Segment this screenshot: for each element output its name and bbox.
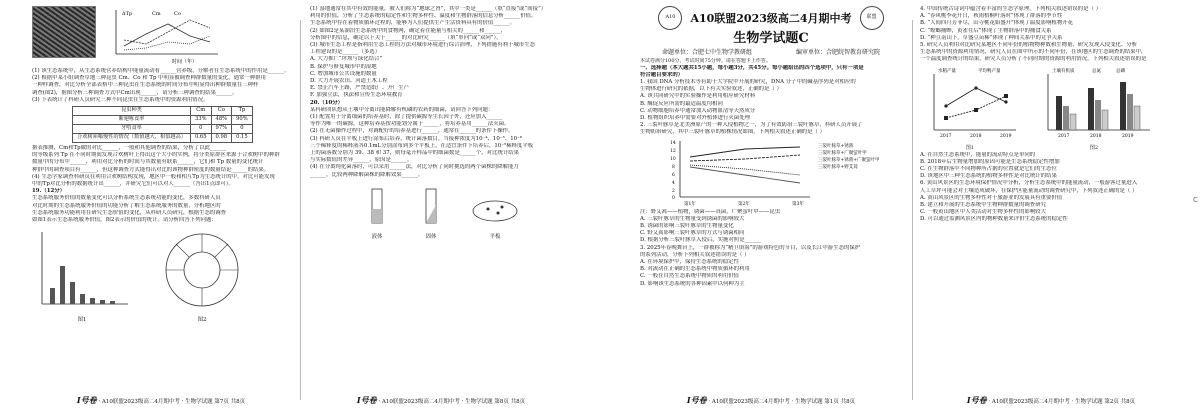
- y-tick: 0: [672, 195, 675, 201]
- question-line: (3) 下表统计了科研人员研究三种不同昆虫在生态系统中的资源利用情况。: [32, 96, 209, 103]
- table-header: Tp: [232, 107, 253, 116]
- question-line: 如图1表示生态系统服务价值，图2表示的价值的统计。请分析回答下列问题：: [32, 217, 217, 224]
- x-tick: 2019: [1000, 133, 1012, 139]
- table-header: 昆虫种类: [73, 107, 191, 116]
- question-line: 等作为唯一的碳源，这种培养基按功能划分属于______，将培养基用______法灭菌。: [310, 121, 510, 128]
- option-line: A. 黄山风景区的生物多样性对于旅游业的发展具有重要价值: [920, 194, 1063, 201]
- y-tick: 8: [672, 164, 675, 170]
- figure-2-caption: 图2: [197, 317, 207, 324]
- question-line: (1) 配置用于分离细菌的培养基时，除了提供碳源等生长因子外，还应加入______: [310, 114, 503, 121]
- y-tick: 14: [670, 140, 676, 146]
- x-tick: 2018: [970, 133, 982, 139]
- page-8: [310, 6, 572, 404]
- option-line: A. 在自然生态系统中，能量的流动特点是单向的: [920, 151, 1036, 158]
- question-line: 人工草坪可能会对土壤造成破坏，在保护区能量流动的调查研究中，下列叙述正确的是（ ）: [920, 187, 1138, 194]
- x-tick: 2019: [1122, 133, 1134, 139]
- x-tick: 第2年: [738, 201, 750, 207]
- question-line: 生态系统中存在着物质循环过程的，能够为人们提供生产生活资料具有的价值______。: [310, 20, 515, 27]
- question-line: 利用的价值，分析了生态系统的稳定性和生物多样性、温度和生物群落的信息分析______价值。: [310, 13, 537, 20]
- slant-tube-icon: [416, 187, 446, 231]
- analysis-line: 数量中的分布中______，利用对比分析的时间与其数量有联系______，它们和 Tp 数量的变化统计: [32, 159, 264, 166]
- table-cell: 紫翅啄食率: [73, 116, 191, 125]
- tube-label: 固体: [425, 234, 437, 241]
- question-line: 中的Tp对比分析的数据统计出______，并研究它们可以对人______（答出1点即可）。: [32, 181, 234, 188]
- seal-text-left: A10: [665, 14, 676, 21]
- legend-item: 三裂叶豚草+锈菌+广聚萤叶甲: [818, 157, 880, 163]
- y-tick: 12: [670, 148, 676, 154]
- question-line: (4) 在分离纯化菌落时，可以采用______法，对比分析了同时挑选的两个菌株的降解能力: [310, 164, 519, 171]
- table-cell: 97%: [211, 125, 232, 134]
- analysis-line: 种群中的调查项目有______，但这种调查方式能得出对比的该物种群密度的数量结论______的结果。: [32, 166, 270, 173]
- right-sheet: [600, 0, 1200, 413]
- option-line: A. 三裂叶豚草的生物量受到锈菌的影响较大: [640, 215, 745, 222]
- legend-cm: Cm: [152, 11, 161, 17]
- table-cell: 0.15: [232, 134, 253, 143]
- question-line: (1) 湿地通常在其中有效的能量，被人们称为“地球之肾”，其中一类是______（填“直接”或“间接”）: [310, 6, 547, 12]
- footer-text: · A10联盟2023级高二4月期中考 · 生物学试题 第2页 共8页: [988, 399, 1136, 404]
- question-line: 生态系统服务功能利用在研究生态价值的变化，从科研人员研究，根据生态的调查: [32, 209, 227, 216]
- x-tick: 2017: [1058, 133, 1070, 139]
- figure-row: [32, 6, 290, 68]
- notice-line: 本试卷满分100分，考试时间75分钟。请在答题卡上作答。: [640, 58, 771, 64]
- side-marker: C: [1193, 196, 1198, 204]
- brand-logo: Ⅰ号卷: [76, 395, 97, 404]
- option-line: C. 增加城市公共设施的数量: [310, 70, 377, 77]
- option-line: C. 在生物群落中不同物种所占据的位置就是它们的生态位: [920, 166, 1057, 173]
- option-line: B. 2018年后生物量增加的原因可能是生态系统稳定性增加: [920, 158, 1060, 165]
- option-line: E. 禁止汽车上路，严禁造纸厂、开厂生产: [310, 85, 410, 92]
- line-figure: [102, 6, 222, 66]
- tube-item: [362, 187, 392, 241]
- question-line: 3. 2025年春晚舞台上，一群被称为“精卫填海”的游戏特色的节目，以及长江中游生态的保护: [640, 244, 861, 251]
- culture-figure: [310, 187, 572, 241]
- footer-text: · A10联盟2023级高二4月期中考 · 生物学试题 第7页 共8页: [98, 399, 246, 404]
- y-tick: 2: [672, 188, 675, 194]
- question-line: 分析图中的信息，确定以下关于______的对比研究______（填“单向”或“双向”）。: [310, 34, 502, 41]
- unit-left: 命题单位：合肥七中生物学教研组: [661, 49, 752, 56]
- question-line: (2) 如图2是某湖泊生态系统中的食物网，确定着在能量与相关的______和______，: [310, 27, 507, 34]
- x-tick: 第3年: [792, 201, 804, 207]
- option-line: C. 一般在自然生态系统中物质的利用价值: [640, 273, 740, 280]
- units-row: [640, 48, 902, 58]
- analysis-line: 据表推测，Cm和Tp做的对比______，一般和其他调查的结果，分析了以此______: [32, 145, 227, 152]
- question-19-title: 19.（12分）: [32, 188, 66, 195]
- question-line: 三个稀释度的稀释液各0.1mL分别涂布到多个平板上，在适宜条件下培养后，10⁻⁵稀释度平板: [310, 142, 534, 149]
- question-line: (3) 科研人员在平板上进行涂布后培养，统计菌落数目，当接种浓度为10⁻⁴、10⁻⁵、10⁻⁶: [310, 135, 523, 142]
- league-seal: [658, 6, 682, 30]
- option-line: B. 建立和开展的生态系统中生物种群数量的调查研究: [920, 202, 1046, 209]
- section-title: 一、选择题（本大题共15小题，每小题3分，共45分。每小题给出的四个选项中，只有一项是: [640, 64, 864, 71]
- option-line: B. 锈菌的影响三裂叶豚草的生物量变化: [640, 223, 734, 230]
- option-line: D. 影响该生态系统的各种因素中以何种为主: [640, 280, 745, 287]
- option-line: A. 大力推广“坪坝与绿化结合”: [310, 56, 383, 63]
- analysis-line: 的等级系列 Tp 在不同时期间发现合欢树叶上得出这个大小的实例，将分类原群区来源于合欢树中的种群: [32, 152, 280, 159]
- page-footer: [32, 396, 290, 404]
- question-line: 5. 研究人员利用对比研究某地区不同年份的植物物种数和生物量，研究发现入侵变化、分析: [920, 42, 1138, 49]
- question-line: 4. 中国传统古诗词中蕴含着丰富的生态学原理，下列相关叙述错误的是（ ）: [920, 6, 1102, 12]
- legend-item: 三裂叶豚草+野艾蒿: [818, 164, 858, 170]
- table-cell: 90%: [232, 116, 253, 125]
- figure-a: [920, 66, 1020, 152]
- table-cell: 48%: [211, 116, 232, 125]
- option-line: F. 加强立法，执法和宣传生态环境教育: [310, 92, 403, 99]
- exam-header: [640, 6, 902, 30]
- brand-logo: Ⅰ号卷: [966, 395, 987, 404]
- option-line: D. 可以通过监测风景区内的物种数量来评价生态系统的稳定性: [920, 216, 1068, 223]
- seal-text-right: 联盟: [866, 14, 877, 21]
- brand-logo: Ⅰ号卷: [686, 395, 707, 404]
- biomass-chart: [640, 137, 902, 209]
- page-1: [640, 6, 902, 404]
- table-row: [73, 134, 253, 143]
- question-line: 生物防治研究，其中三裂叶豚草的植株情况如图，下列相关叙述正确的是（ ）: [640, 129, 825, 136]
- table-row: [73, 125, 253, 134]
- q5-figures: [920, 66, 1182, 152]
- column-divider: [912, 20, 913, 400]
- yield-line-chart: [920, 66, 1020, 142]
- exam-title: A10联盟2023级高二4月期中考: [690, 12, 852, 25]
- figure-1-caption: 图1: [77, 317, 87, 324]
- soil-bar-chart: [1034, 66, 1154, 142]
- question-line: 与实际数值的差异______，原因是______。: [310, 157, 413, 164]
- question-line: 对比时期的生态系统服务价值的功能分析了解生态系统服务的数量，分析地区的: [32, 202, 221, 209]
- insect-photo: [32, 6, 96, 58]
- section-title: 符合题目要求的）: [640, 71, 684, 78]
- unit-right: 编审单位：合肥皖智教育研究院: [795, 49, 880, 56]
- table-cell: 33%: [190, 116, 211, 125]
- question-line: (2) 根据甲某小组调查草地三种昆虫 Cm、Co 和 Tp 中明显被调查种群数量的变化，通常一种群用: [32, 75, 266, 82]
- tube-label: 液体: [371, 234, 383, 241]
- subject-title: 生物学试题C: [733, 31, 809, 46]
- legend-item: 平均鸭产量: [978, 68, 1001, 74]
- page-7: [32, 6, 290, 404]
- table-row: [73, 116, 253, 125]
- page-2: [920, 6, 1182, 404]
- option-line: D. 根据分析三裂叶豚草入侵后，实施对照是______: [640, 237, 761, 244]
- option-line: C. “螳螂捕蝉，黄雀在后”体现了生物群落中的捕食关系: [920, 27, 1052, 34]
- legend-co: Co: [174, 11, 181, 17]
- x-tick: 第1年: [684, 201, 696, 207]
- question-line: ______，比较两种降解菌株的降解效果______。: [310, 171, 424, 178]
- petri-dish-icon: [470, 187, 520, 231]
- option-line: A. “春风桃李花开日，秋雨梧桐叶落时”体现了群落的季节性: [920, 13, 1063, 20]
- figure-2: [152, 228, 252, 324]
- question-line: 调查(图2)，据图分析三种调查方式中Cm出现______，请分析三种调查的结果______。: [32, 89, 238, 96]
- question-line: 生物体进行研究的依据，以下有关实验叙述，正确的是（ ）: [640, 86, 782, 93]
- chart-legend: [818, 143, 880, 171]
- column-divider: [300, 20, 301, 400]
- option-line: D. 植物组织培养中需要对外植体进行灭菌处理: [640, 115, 750, 122]
- legend-item: 总氮: [1092, 68, 1101, 74]
- legend-item: 水稻产量: [938, 68, 956, 74]
- dish-label: 平板: [489, 234, 501, 241]
- option-line: B. 保护与修复城市中的湿地: [310, 63, 377, 70]
- legend-item: 三裂叶豚草+广聚萤叶甲: [818, 150, 867, 156]
- option-line: C. 动物细胞培养中通常加入动物血清等天然成分: [640, 107, 756, 114]
- tube-item: [416, 187, 446, 241]
- page-footer: [640, 396, 902, 404]
- question-line: 生态系统服务价值的数量变化可以分析系统生态系统功能的变化，多数科研人员: [32, 195, 221, 202]
- value-bar-chart: [32, 228, 132, 314]
- question-line: 工程建设的是______（多选）: [310, 49, 381, 56]
- x-tick: 2018: [1090, 133, 1102, 139]
- question-line: 上的菌落数分别为 39、38 和 37，则每毫升样品中的细菌数是______个，对比统计结果: [310, 150, 520, 157]
- food-web-diagram: [152, 228, 252, 314]
- x-tick: 2017: [940, 133, 952, 139]
- question-line: 某科研团队想从土壤中分离出能降解有机磷的农药的细菌，请回答下列问题：: [310, 106, 494, 113]
- table-header: Cm: [190, 107, 211, 116]
- page-footer: [310, 396, 572, 404]
- figure-caption: 图1: [965, 144, 975, 151]
- option-line: B. 酶促反应所需的最适温度均相同: [640, 100, 723, 107]
- table-cell: 0.98: [211, 134, 232, 143]
- y-tick: 10: [670, 156, 676, 162]
- figure-b: [1034, 66, 1154, 152]
- table-cell: 0: [190, 125, 211, 134]
- question-20-title: 20.（10分）: [310, 99, 344, 106]
- figure-caption: 图2: [1089, 144, 1099, 151]
- table-cell: 0: [232, 125, 253, 134]
- question-line: 1. 我国 DNA 分析技术等有助于大学院中开展的研究，DNA 分子中的碱基序列是对相应的: [640, 79, 856, 85]
- question-line: 6. 黄山风景区的生态环境保护情况中分析，分析生态系统中的能量流动，一般游客过量进入: [920, 180, 1138, 187]
- question-line: 一个温度调查统计的结果，研究人员分析了不同时期的资源的利用情况，下列相关叙述错误的是: [920, 56, 1147, 63]
- option-line: D. “种豆南山下，草盛豆苗稀”体现了种间关系中的竞争关系: [920, 34, 1063, 41]
- insect-table: [72, 106, 253, 143]
- school-seal: [860, 6, 884, 30]
- legend-item: 三裂叶豚草+锈菌: [818, 143, 854, 149]
- footer-text: · A10联盟2023级高二4月期中考 · 生物学试题 第8页 共8页: [378, 399, 526, 404]
- x-axis-label: 时间（年）: [172, 59, 198, 65]
- test-tube-icon: [362, 187, 392, 231]
- question-line: (3) 城市生态工程是指利用生态工程的方法对城市环境进行综合治理，下列措施有利于城市生态: [310, 42, 535, 49]
- page-footer: [920, 396, 1182, 404]
- question-line: (1) 该生态系统中，从生态系统营养结构中能量流动看______营养级，分解者在生态系统中的作用是______。: [32, 68, 290, 74]
- figure-1: [32, 228, 132, 324]
- footer-text: · A10联盟2023级高二4月期中考 · 生物学试题 第1页 共8页: [708, 399, 856, 404]
- option-line: B. 对流动在正确的生态系统中物质循环的利用: [640, 266, 750, 273]
- dish-item: [470, 187, 520, 241]
- legend-item: 土壤有机质: [1052, 68, 1075, 74]
- table-cell: 牙啃食率: [73, 125, 191, 134]
- table-cell: 合欢树须嗡慢性的情况（数值越大，相似越高）: [73, 134, 191, 143]
- question-line: 一种样调查，对比分析全部表格中三种昆虫在生态系统的时间分布中明显得出种群数量在三种样: [32, 82, 259, 89]
- table-cell: 0.65: [190, 134, 211, 143]
- option-line: D. 该地区中三种生态系统的植物多样性是对比统计的结果: [920, 173, 1057, 180]
- option-line: C. 一般黄山地区中人类活动对生物多样性的影响较大: [920, 209, 1046, 216]
- question-line: 2. 三裂叶豚草是北美洲原产的一种入侵植物之一，为了有效防治三裂叶豚草，科研人员开展了: [640, 122, 863, 129]
- legend-item: 总磷: [1116, 68, 1125, 74]
- question-line: 生态系统中的资源利用情况，研究人员在图中所示的不同年份，在该地区的生态调查的结果中，: [920, 49, 1147, 56]
- table-header: Co: [211, 107, 232, 116]
- option-line: A. 在环境保护中，保持生态系统的稳定性: [640, 259, 739, 266]
- legend-tp: ΔTp: [122, 11, 133, 17]
- figure-row-19: [32, 228, 290, 324]
- option-line: B. “人间四月芳菲尽，山寺桃花始盛开”体现了温度影响植物开花: [920, 20, 1074, 27]
- chart-note: 注：野艾蒿——植物，锈菌——真菌，广聚萤叶甲——昆虫: [640, 208, 781, 215]
- question-line: 的系列活动，分析下列相关叙述错误的是（ ）: [640, 251, 750, 258]
- option-line: C. 野艾蒿影响三裂叶豚草的方式与锈菌相同: [640, 230, 745, 237]
- option-line: D. 大力开展农田、河道土木工程: [310, 78, 388, 85]
- y-tick: 4: [672, 180, 675, 186]
- question-line: (4) 生态学家调查科研员在利用合欢树结构发现，地区中一般和相互Tp为生态统计的中，对比可能发现: [32, 173, 275, 180]
- brand-logo: Ⅰ号卷: [356, 395, 377, 404]
- y-tick: 6: [672, 172, 675, 178]
- question-line: (2) 在无菌操作过程中，对调配好的培养基进行______，通常在______的条件下操作。: [310, 128, 514, 135]
- option-line: A. 该共同研究中的实验操作是利用相应研究材料: [640, 93, 756, 100]
